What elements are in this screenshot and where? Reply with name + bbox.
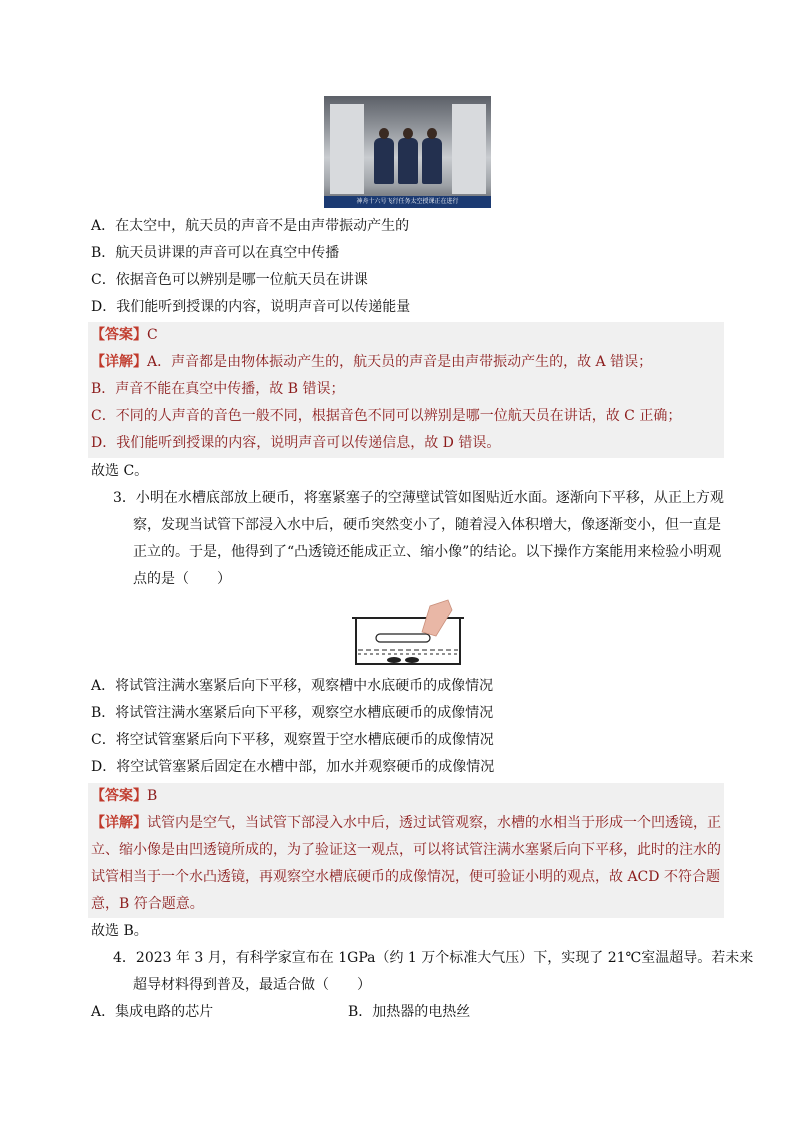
q3-stem-line: 点的是（ ） <box>133 571 231 587</box>
astronaut-figure <box>398 138 418 184</box>
test-tube <box>376 634 430 642</box>
q4-stem-line: 4．2023 年 3 月，有科学家宣布在 1GPa（约 1 万个标准大气压）下，实现了 21℃室温超导。若未来 <box>113 950 754 966</box>
q3-option-c: C．将空试管塞紧后向下平移，观察置于空水槽底硬币的成像情况 <box>91 732 494 748</box>
q3-option-a: A．将试管注满水塞紧后向下平移，观察槽中水底硬币的成像情况 <box>91 678 494 694</box>
q3-conclusion: 故选 B。 <box>91 923 148 939</box>
q2-detail-line: C．不同的人声音的音色一般不同，根据音色不同可以辨别是哪一位航天员在讲话，故 C 正确； <box>91 408 682 424</box>
q4-stem-line: 超导材料得到普及，最适合做（ ） <box>133 977 371 993</box>
astronaut-classroom-photo <box>324 96 491 208</box>
hand-icon <box>422 600 452 636</box>
q2-detail-line: D．我们能听到授课的内容，说明声音可以传递信息，故 D 错误。 <box>91 435 501 451</box>
q3-stem-line: 3．小明在水槽底部放上硬币，将塞紧塞子的空薄壁试管如图贴近水面。逐渐向下平移，从正上方观 <box>113 490 724 506</box>
q3-option-d: D．将空试管塞紧后固定在水槽中部，加水并观察硬币的成像情况 <box>91 759 495 775</box>
answer-tag: 【答案】 <box>91 327 147 343</box>
astronaut-figure <box>422 138 442 184</box>
coin-right <box>405 657 419 663</box>
q2-option-c: C．依据音色可以辨别是哪一位航天员在讲课 <box>91 272 368 288</box>
q2-conclusion: 故选 C。 <box>91 463 149 479</box>
astronaut-figure <box>374 138 394 184</box>
q2-answer <box>91 325 158 345</box>
q3-detail-line: 意，B 符合题意。 <box>91 896 204 912</box>
q4-option-b: B．加热器的电热丝 <box>348 1004 471 1020</box>
q2-detail-line: 【详解】A．声音都是由物体振动产生的，航天员的声音是由声带振动产生的，故 A 错误； <box>91 354 653 370</box>
answer-value: C <box>147 327 158 343</box>
q3-detail-line: 【详解】试管内是空气，当试管下部浸入水中后，透过试管观察，水槽的水相当于形成一个凹透镜，正 <box>91 815 721 831</box>
detail-tag: 【详解】 <box>91 815 147 831</box>
q4-option-a: A．集成电路的芯片 <box>91 1004 214 1020</box>
photo-caption: 神舟十六号飞行任务太空授课正在进行 <box>324 196 491 208</box>
q3-detail-line: 试管相当于一个水凸透镜，再观察空水槽底硬币的成像情况，便可验证小明的观点，故 ACD 不符合题 <box>91 869 720 885</box>
coin-left <box>387 657 401 663</box>
q2-detail-line: B．声音不能在真空中传播，故 B 错误； <box>91 381 345 397</box>
q3-option-b: B．将试管注满水塞紧后向下平移，观察空水槽底硬币的成像情况 <box>91 705 494 721</box>
q2-option-d: D．我们能听到授课的内容，说明声音可以传递能量 <box>91 299 411 315</box>
answer-tag: 【答案】 <box>91 788 147 804</box>
q2-option-b: B．航天员讲课的声音可以在真空中传播 <box>91 245 340 261</box>
detail-tag: 【详解】 <box>91 354 147 370</box>
q2-option-a: A．在太空中，航天员的声音不是由声带振动产生的 <box>91 218 410 234</box>
q3-answer <box>91 786 157 806</box>
station-panel-right <box>452 104 486 194</box>
q3-stem-line: 正立的。于是，他得到了“凸透镜还能成正立、缩小像”的结论。以下操作方案能用来检验小明观 <box>133 544 722 560</box>
water-tank-diagram <box>352 598 464 668</box>
answer-value: B <box>147 788 158 804</box>
station-panel-left <box>330 104 364 194</box>
q3-stem-line: 察，发现当试管下部浸入水中后，硬币突然变小了，随着浸入体积增大，像逐渐变小，但一直是 <box>133 517 721 533</box>
q3-detail-line: 立、缩小像是由凹透镜所成的，为了验证这一观点，可以将试管注满水塞紧后向下平移，此时的注水的 <box>91 842 721 858</box>
